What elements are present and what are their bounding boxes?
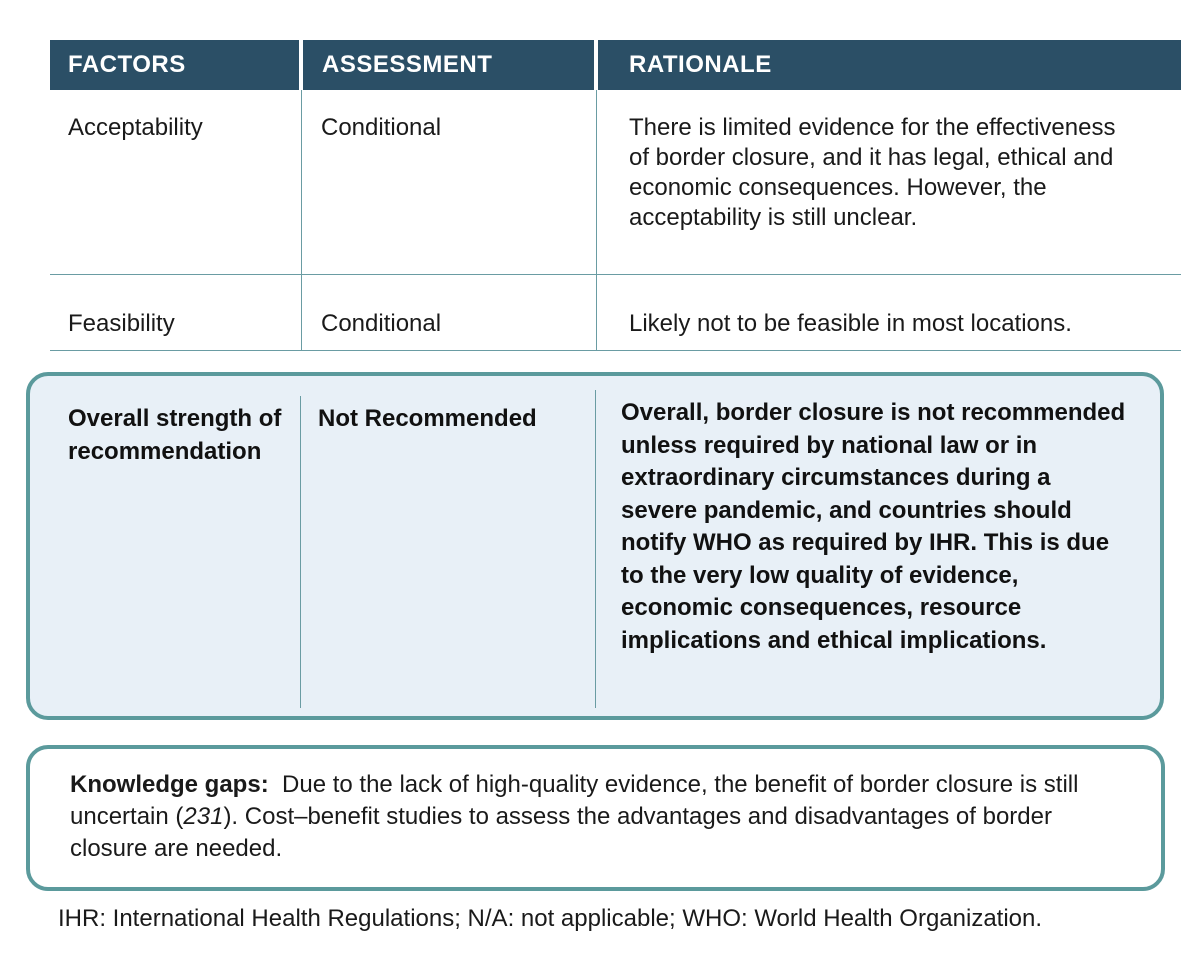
overall-rationale: Overall, border closure is not recommended unless required by national law or in extraordinary circumstances during a severe pandemic, and countries should notify WHO as required by IHR. This is due to the very low quality of evidence, economic consequences, resource implications and ethical implications. [621, 399, 1126, 654]
knowledge-gaps-text [70, 769, 1110, 865]
row-acceptability-rationale: There is limited evidence for the effectiveness of border closure, and it has legal, ethical and economic consequences. However, the acceptability is still unclear. [629, 114, 1116, 231]
column-divider [301, 90, 302, 351]
header-rationale: RATIONALE [629, 51, 772, 78]
table-header [50, 40, 1181, 90]
header-factors: FACTORS [68, 51, 186, 78]
row-acceptability-assessment: Conditional [321, 114, 442, 141]
header-assessment: ASSESSMENT [322, 51, 493, 78]
header-separator [594, 40, 598, 90]
overall-assessment: Not Recommended [318, 405, 537, 432]
row-feasibility-factor: Feasibility [68, 310, 175, 337]
knowledge-gaps-body-end: ). Cost–benefit studies to assess the advantages and disadvantages of border closure are needed. [70, 803, 1052, 862]
knowledge-gaps-body: Due to the lack of high-quality evidence, the benefit of border closure is still uncertain ( [70, 771, 1079, 830]
row-acceptability-factor: Acceptability [68, 114, 203, 141]
reference-number: 231 [183, 803, 224, 830]
row-divider [50, 274, 1181, 275]
header-separator [299, 40, 303, 90]
column-divider [300, 396, 301, 708]
overall-factor: Overall strength of recommendation [68, 405, 282, 465]
recommendation-box [26, 372, 1164, 720]
row-feasibility-assessment: Conditional [321, 310, 442, 337]
row-divider [50, 350, 1181, 351]
footnote: IHR: International Health Regulations; N/A: not applicable; WHO: World Health Organization. [58, 905, 1043, 932]
knowledge-gaps-box [26, 745, 1165, 891]
row-feasibility-rationale: Likely not to be feasible in most locations. [629, 310, 1072, 337]
column-divider [595, 390, 596, 708]
knowledge-gaps-label: Knowledge gaps: [70, 771, 269, 798]
column-divider [596, 90, 597, 351]
